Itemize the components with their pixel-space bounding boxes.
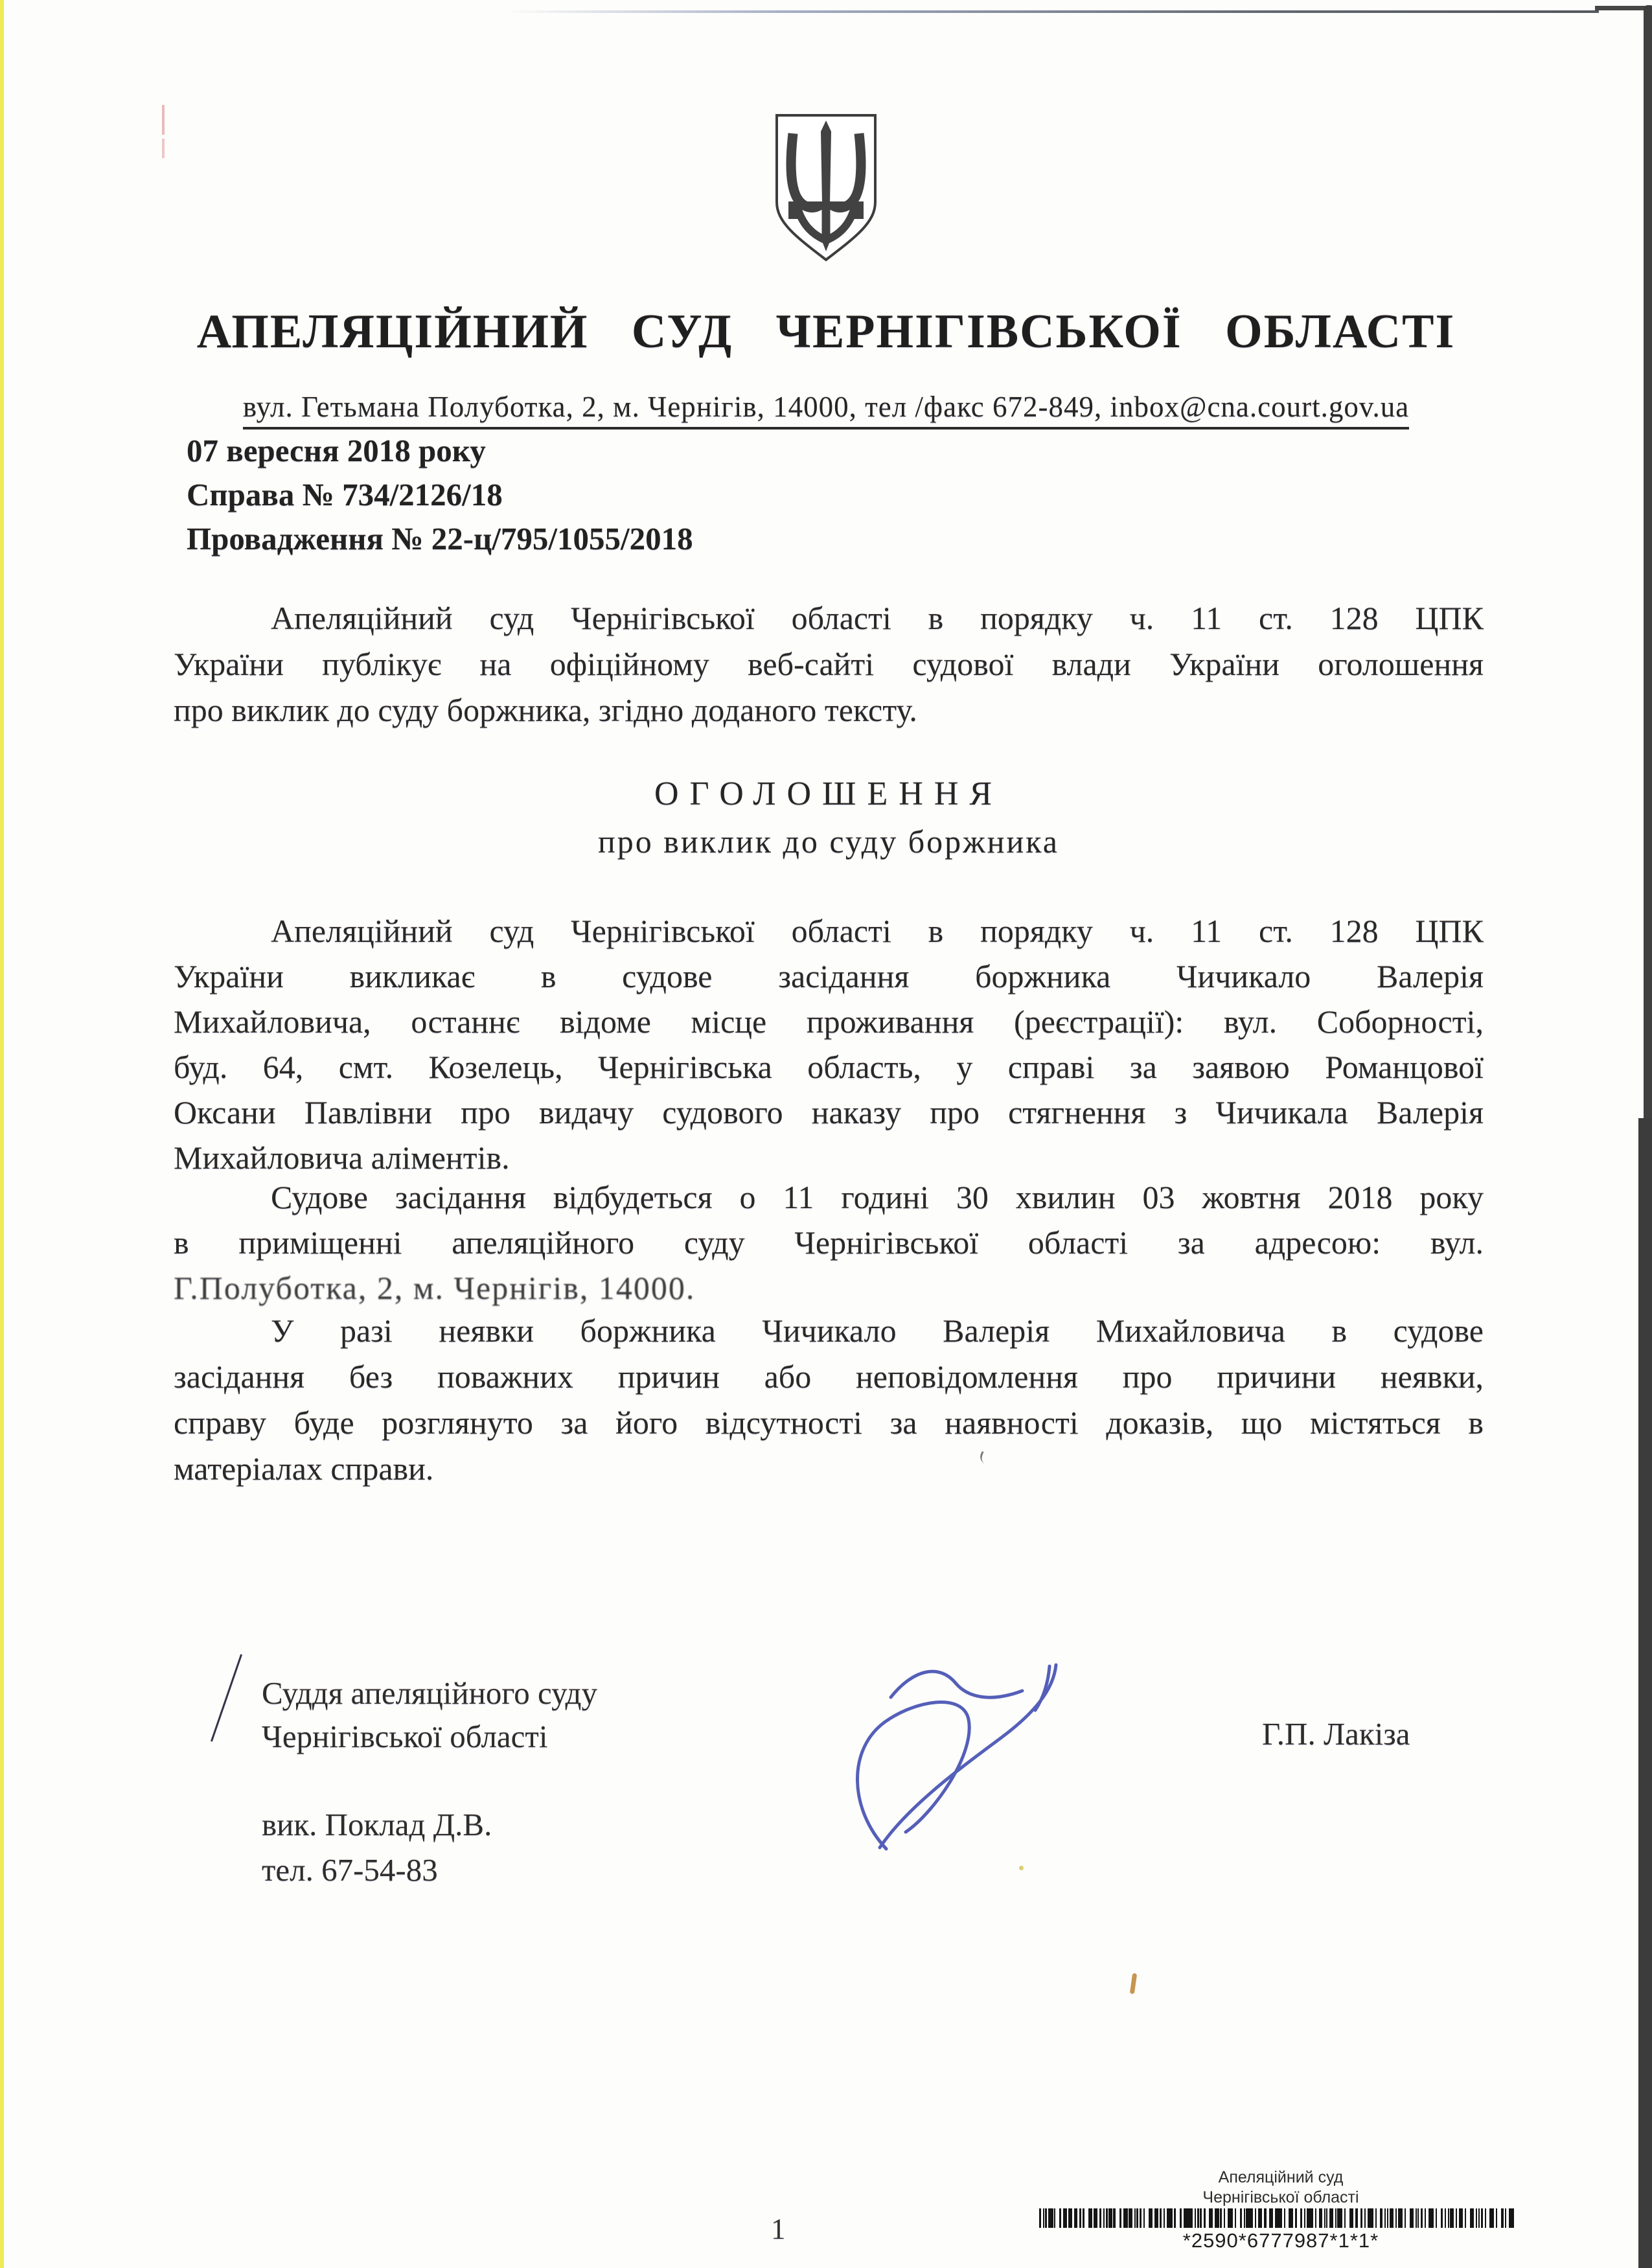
barcode [1039, 2208, 1515, 2228]
text-line: Г.Полуботка, 2, м. Чернігів, 14000. [174, 1270, 696, 1306]
text-line: про виклик до суду боржника, згідно доданого тексту. [174, 692, 917, 728]
text-line: Апеляційний суд Чернігівської області в порядку ч. 11 ст. 128 ЦПК [271, 600, 1484, 636]
announcement-title: ОГОЛОШЕННЯ [654, 775, 1004, 812]
text-line: Апеляційний суд Чернігівської області в порядку ч. 11 ст. 128 ЦПК [271, 913, 1484, 949]
scan-speck [162, 139, 165, 158]
judge-name: Г.П. Лакіза [1262, 1716, 1410, 1752]
text-line: буд. 64, смт. Козелець, Чернігівська область, у справі за заявою Романцової [174, 1049, 1484, 1085]
text-line: У разі неявки боржника Чичикало Валерія Михайловича в судове [271, 1312, 1484, 1349]
judge-role [262, 1671, 597, 1758]
scan-edge-yellow-strip [0, 0, 4, 2268]
judge-signature-scribble [828, 1651, 1082, 1864]
text-line: Михайловича, останнє відоме місце проживання (реєстрації): вул. Соборності, [174, 1003, 1484, 1040]
text-line: Михайловича аліментів. [174, 1140, 510, 1176]
text-line: Судове засідання відбудеться о 11 годині 30 хвилин 03 жовтня 2018 року [271, 1179, 1484, 1215]
court-stamp-text [1104, 2168, 1458, 2208]
court-address [155, 390, 1497, 430]
scan-edge-right-band [1644, 5, 1652, 1122]
court-stamp-line: Чернігівської області [1202, 2188, 1359, 2206]
judge-role-line: Чернігівської області [262, 1719, 548, 1754]
intro-paragraph [174, 595, 1484, 733]
text-line: Оксани Павлівни про видачу судового наказу про стягнення з Чичикала Валерія [174, 1094, 1484, 1130]
court-address-text: вул. Гетьмана Полуботка, 2, м. Чернігів, 14000, тел /факс 672-849, inbox@cna.court.gov.ua [243, 390, 1409, 430]
clerk-phone: тел. 67-54-83 [262, 1852, 438, 1888]
scan-speck [1019, 1866, 1024, 1870]
session-paragraph [174, 1174, 1484, 1311]
scan-speck [162, 105, 165, 135]
court-name-title: АПЕЛЯЦІЙНИЙ СУД ЧЕРНІГІВСЬКОЇ ОБЛАСТІ [196, 305, 1456, 358]
text-line: України публікує на офіційному веб-сайті судової влади України оголошення [174, 646, 1484, 682]
clerk-block [262, 1802, 492, 1893]
ukraine-trident-emblem-icon [771, 111, 881, 264]
pen-mark [211, 1654, 242, 1741]
scan-edge-top-line [505, 10, 1599, 13]
proceeding-number: Провадження № 22-ц/795/1055/2018 [187, 521, 693, 556]
document-date: 07 вересня 2018 року [187, 433, 486, 468]
clerk-name: вик. Поклад Д.В. [262, 1807, 492, 1842]
judge-role-line: Суддя апеляційного суду [262, 1675, 597, 1711]
text-line: України викликає в судове засідання боржника Чичикало Валерія [174, 958, 1484, 994]
court-stamp-line: Апеляційний суд [1218, 2168, 1344, 2186]
text-line: матеріалах справи. [174, 1450, 434, 1487]
scan-edge-right-band-wide [1638, 1118, 1652, 2268]
summons-paragraph [174, 908, 1484, 1180]
barcode-number: *2590*6777987*1*1* [1182, 2229, 1379, 2252]
text-line: засідання без поважних причин або неповідомлення про причини неявки, [174, 1358, 1484, 1395]
text-line: справу буде розглянуто за його відсутності за наявності доказів, що містяться в [174, 1404, 1484, 1441]
page-number: 1 [771, 2213, 786, 2245]
announcement-subtitle: про виклик до суду боржника [598, 823, 1059, 860]
scan-speck [1130, 1973, 1137, 1995]
text-line: в приміщенні апеляційного суду Чернігівської області за адресою: вул. [174, 1224, 1484, 1261]
warning-paragraph [174, 1308, 1484, 1492]
document-meta [187, 429, 693, 561]
case-number: Справа № 734/2126/18 [187, 477, 503, 512]
